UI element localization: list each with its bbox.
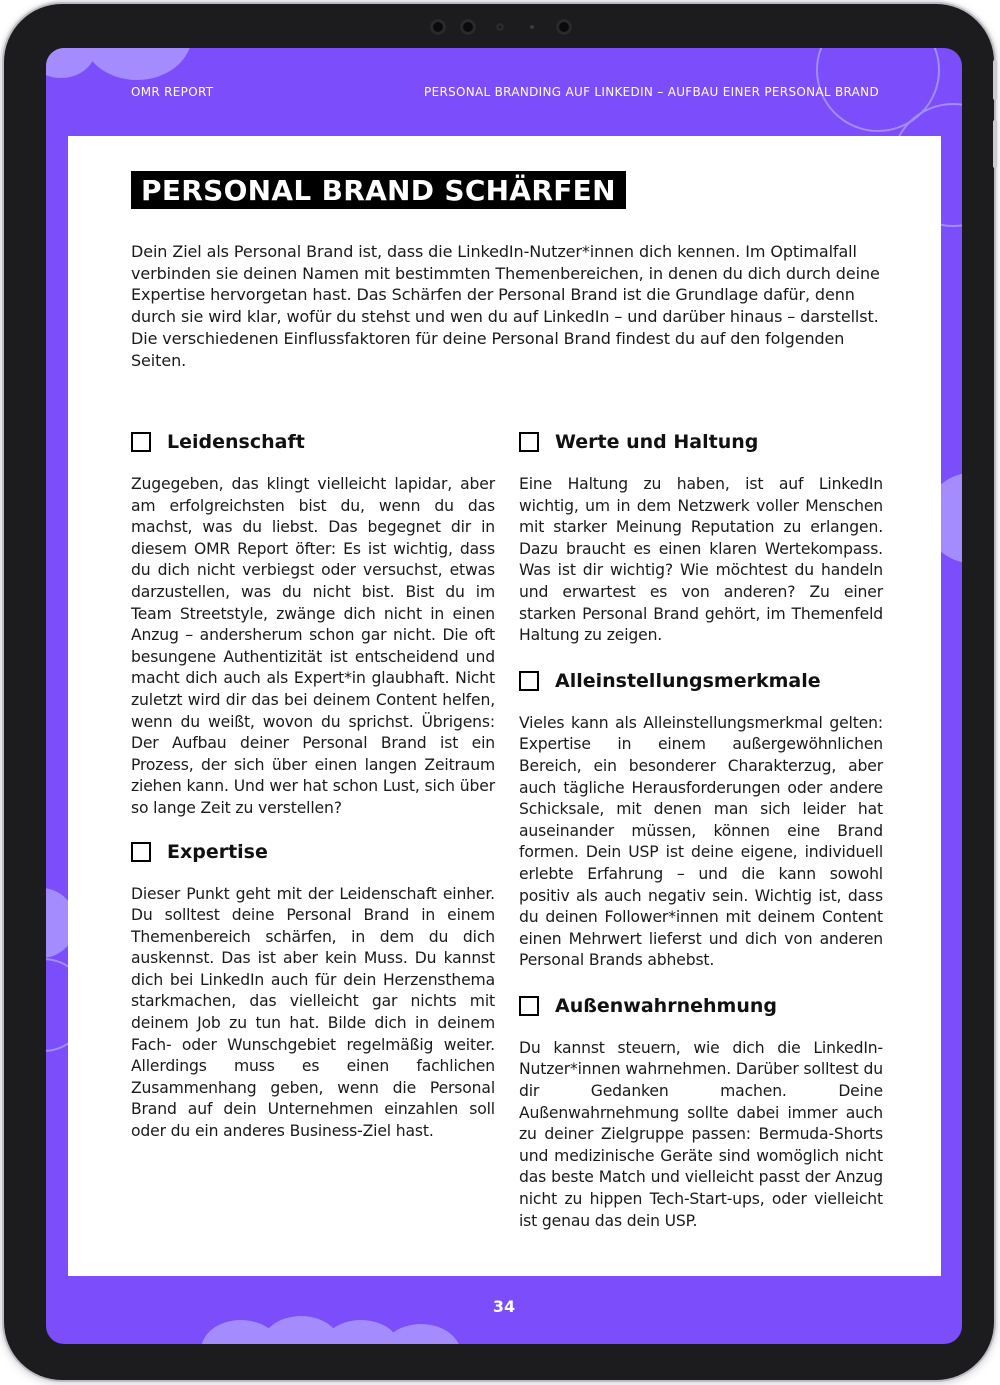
section-header — [519, 667, 883, 695]
page-number: 34 — [492, 1297, 516, 1316]
sensor-dot-icon — [530, 25, 534, 29]
right-column — [519, 428, 883, 1232]
section-aussenwahrnehmung — [519, 992, 883, 1232]
tablet-frame — [4, 4, 994, 1380]
section-leidenschaft — [131, 428, 495, 820]
camera-lens-icon — [556, 19, 572, 35]
section-text: Eine Haltung zu haben, ist auf LinkedIn wichtig, um in dem Netzwerk voller Menschen mit starker Meinung Reputation zu erlangen. Dazu braucht es einen klaren Wertekompass. Was ist dir wichtig? Wie möchtest du handeln und erwartest es von anderen? Zu einer starken Personal Brand gehört, im Themenfeld Haltung zu zeigen. — [519, 475, 883, 645]
section-expertise — [131, 838, 495, 1143]
side-button[interactable] — [993, 60, 997, 100]
section-header — [519, 992, 883, 1020]
section-title: Werte und Haltung — [555, 431, 759, 453]
checkbox-werte[interactable] — [519, 432, 539, 452]
sensor-icon — [496, 23, 504, 31]
checkbox-leidenschaft[interactable] — [131, 432, 151, 452]
left-column — [131, 428, 495, 1143]
page-title: PERSONAL BRAND SCHÄRFEN — [131, 171, 626, 209]
section-title: Expertise — [167, 840, 268, 863]
section-header — [519, 428, 883, 456]
camera-lens-icon — [460, 19, 476, 35]
section-text: Vieles kann als Alleinstellungsmerkmal gelten: Expertise in einem außergewöhnlichen Bereich, ein besonderer Charakterzug, aber auch tägliche Herausforderungen oder andere Schicksale, mit denen man sich leider hat auseinander müssen, können eine Brand formen. Dein USP ist deine eigene, individuell erlebte Erfahrung – und die kann sowohl positiv als auch negativ sein. Wichtig ist, dass du deinen Follower*innen mit deinem Content einen Mehrwert lieferst und dich von anderen Personal Brands abhebst. — [519, 713, 883, 970]
section-header — [131, 428, 495, 456]
section-werte — [519, 428, 883, 647]
document-page — [68, 136, 941, 1276]
decor-blob — [82, 48, 192, 80]
section-title: Leidenschaft — [167, 431, 305, 453]
running-header: PERSONAL BRANDING AUF LINKEDIN – AUFBAU EINER PERSONAL BRAND — [424, 85, 879, 99]
section-title: Außenwahrnehmung — [555, 994, 777, 1017]
section-alleinstellungsmerkmale — [519, 667, 883, 972]
checkbox-expertise[interactable] — [131, 842, 151, 862]
checkbox-aussenwahrnehmung[interactable] — [519, 996, 539, 1016]
screen — [46, 48, 962, 1344]
section-text: Zugegeben, das klingt vielleicht lapidar, aber am erfolgreichsten bist du, wenn du das machst, was du liebst. Das begegnet dir in diesem OMR Report öfter: Es ist wichtig, dass du dich nicht verbiegst oder versuchst, etwas darzustellen, was du nicht bist. Bist du im Team Streetstyle, zwänge dich nicht in einen Anzug – andersherum schon gar nicht. Die oft besungene Authentizität ist entscheidend und macht dich auch als Expert*in glaubhaft. Nicht zuletzt wird dir das bei deinem Content helfen, wenn du weißt, wovon du sprichst. Übrigens: Der Aufbau deiner Personal Brand ist ein Prozess, der sich über einen langen Zeitraum ziehen kann. Und wer hat schon Lust, sich über so lange Zeit zu verstellen? — [131, 475, 495, 817]
decor-blob — [381, 1324, 461, 1344]
section-title: Alleinstellungsmerkmale — [555, 669, 821, 692]
decor-blob — [46, 48, 96, 78]
intro-paragraph: Dein Ziel als Personal Brand ist, dass die LinkedIn-Nutzer*innen dich kennen. Im Optimalfall verbinden sie deinen Namen mit bestimmten Themenbereichen, in denen du dich durch deine Expertise hervorgetan hast. Das Schärfen der Personal Brand ist die Grundlage dafür, denn durch sie wird klar, wofür du stehst und wen du auf LinkedIn – und darüber hinaus – darstellst. Die verschiedenen Einflussfaktoren für deine Personal Brand findest du auf den folgenden Seiten. — [131, 242, 880, 370]
section-text: Dieser Punkt geht mit der Leidenschaft einher. Du solltest deine Personal Brand in einem Themenbereich schärfen, in dem du dich auskennst. Das ist aber kein Muss. Du kannst dich bei LinkedIn auch für dein Herzensthema starkmachen, das vielleicht gar nichts mit deinem Job zu tun hat. Bilde dich in deinem Fach- oder Wunschgebiet regelmäßig weiter. Allerdings muss es einen fachlichen Zusammenhang geben, wenn die Personal Brand auf dein Unternehmen einzahlen soll oder du ein anderes Business-Ziel hast. — [131, 884, 495, 1141]
camera-bar — [424, 15, 584, 39]
section-text: Du kannst steuern, wie dich die LinkedIn-Nutzer*innen wahrnehmen. Darüber solltest du dir Gedanken machen. Deine Außenwahrnehmung sollte dabei immer auch zu deiner Zielgruppe passen: Bermuda-Shorts und medizinische Geräte sind womöglich nicht das beste Match und vielleicht passt der Anzug nicht zu hippen Tech-Start-ups, oder vielleicht ist genau das dein USP. — [519, 1038, 883, 1230]
report-label: OMR REPORT — [131, 85, 214, 99]
checkbox-alleinstellungsmerkmale[interactable] — [519, 671, 539, 691]
section-header — [131, 838, 495, 866]
camera-lens-icon — [430, 19, 446, 35]
side-button[interactable] — [993, 120, 997, 168]
